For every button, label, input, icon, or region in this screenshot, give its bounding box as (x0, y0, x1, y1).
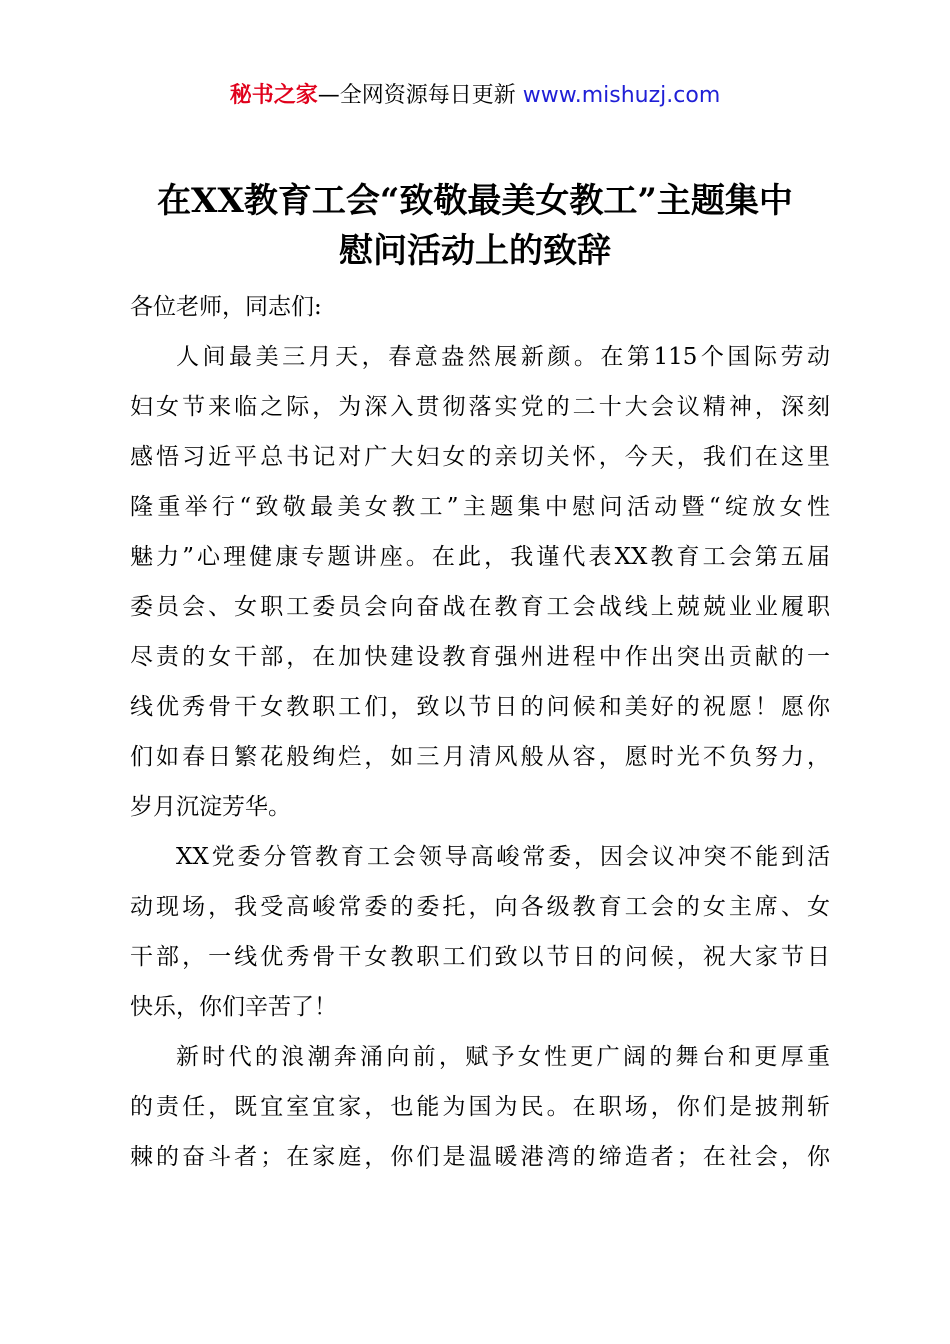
title-line: 在XX教育工会“致敬最美女教工”主题集中 (157, 181, 793, 221)
paragraph-leader-greeting (130, 832, 830, 1032)
paragraph-line: 尽责的女干部，在加快建设教育强州进程中作出突出贡献的一 (130, 644, 830, 670)
paragraph-line: 魅力”心理健康专题讲座。在此，我谨代表XX教育工会第五届 (130, 544, 830, 570)
paragraph-line: 感悟习近平总书记对广大妇女的亲切关怀，今天，我们在这里 (130, 444, 830, 470)
paragraph-line: 委员会、女职工委员会向奋战在教育工会战线上兢兢业业履职 (130, 594, 830, 620)
salutation: 各位老师，同志们: (130, 294, 322, 320)
page-header (0, 80, 950, 112)
paragraph-greeting (130, 332, 830, 832)
paragraph-line: 们如春日繁花般绚烂，如三月清风般从容，愿时光不负努力， (130, 744, 830, 770)
brand-name: 秘书之家 (229, 83, 318, 108)
paragraph-line: 动现场，我受高峻常委的委托，向各级教育工会的女主席、女 (130, 894, 830, 920)
paragraph-line: XX党委分管教育工会领导高峻常委，因会议冲突不能到活 (176, 844, 830, 870)
paragraph-line: 隆重举行“致敬最美女教工”主题集中慰问活动暨“绽放女性 (130, 494, 830, 520)
document-body (130, 282, 830, 1182)
paragraph-line: 新时代的浪潮奔涌向前，赋予女性更广阔的舞台和更厚重 (176, 1044, 830, 1070)
paragraph-new-era (130, 1032, 830, 1182)
paragraph-line: 快乐，你们辛苦了！ (130, 994, 337, 1020)
website-link[interactable]: www.mishuzj.com (522, 83, 721, 108)
paragraph-line: 妇女节来临之际，为深入贯彻落实党的二十大会议精神，深刻 (130, 394, 830, 420)
document-title (100, 176, 850, 276)
paragraph-line: 人间最美三月天，春意盎然展新颜。在第115个国际劳动 (176, 344, 830, 370)
paragraph-line: 棘的奋斗者；在家庭，你们是温暖港湾的缔造者；在社会，你 (130, 1144, 830, 1170)
paragraph-line: 的责任，既宜室宜家，也能为国为民。在职场，你们是披荆斩 (130, 1094, 830, 1120)
title-line: 慰问活动上的致辞 (339, 231, 611, 271)
header-tagline: —全网资源每日更新 (317, 83, 516, 108)
paragraph-line: 线优秀骨干女教职工们，致以节日的问候和美好的祝愿！愿你 (130, 694, 830, 720)
paragraph-line: 岁月沉淀芳华。 (130, 794, 291, 820)
paragraph-line: 干部，一线优秀骨干女教职工们致以节日的问候，祝大家节日 (130, 944, 830, 970)
